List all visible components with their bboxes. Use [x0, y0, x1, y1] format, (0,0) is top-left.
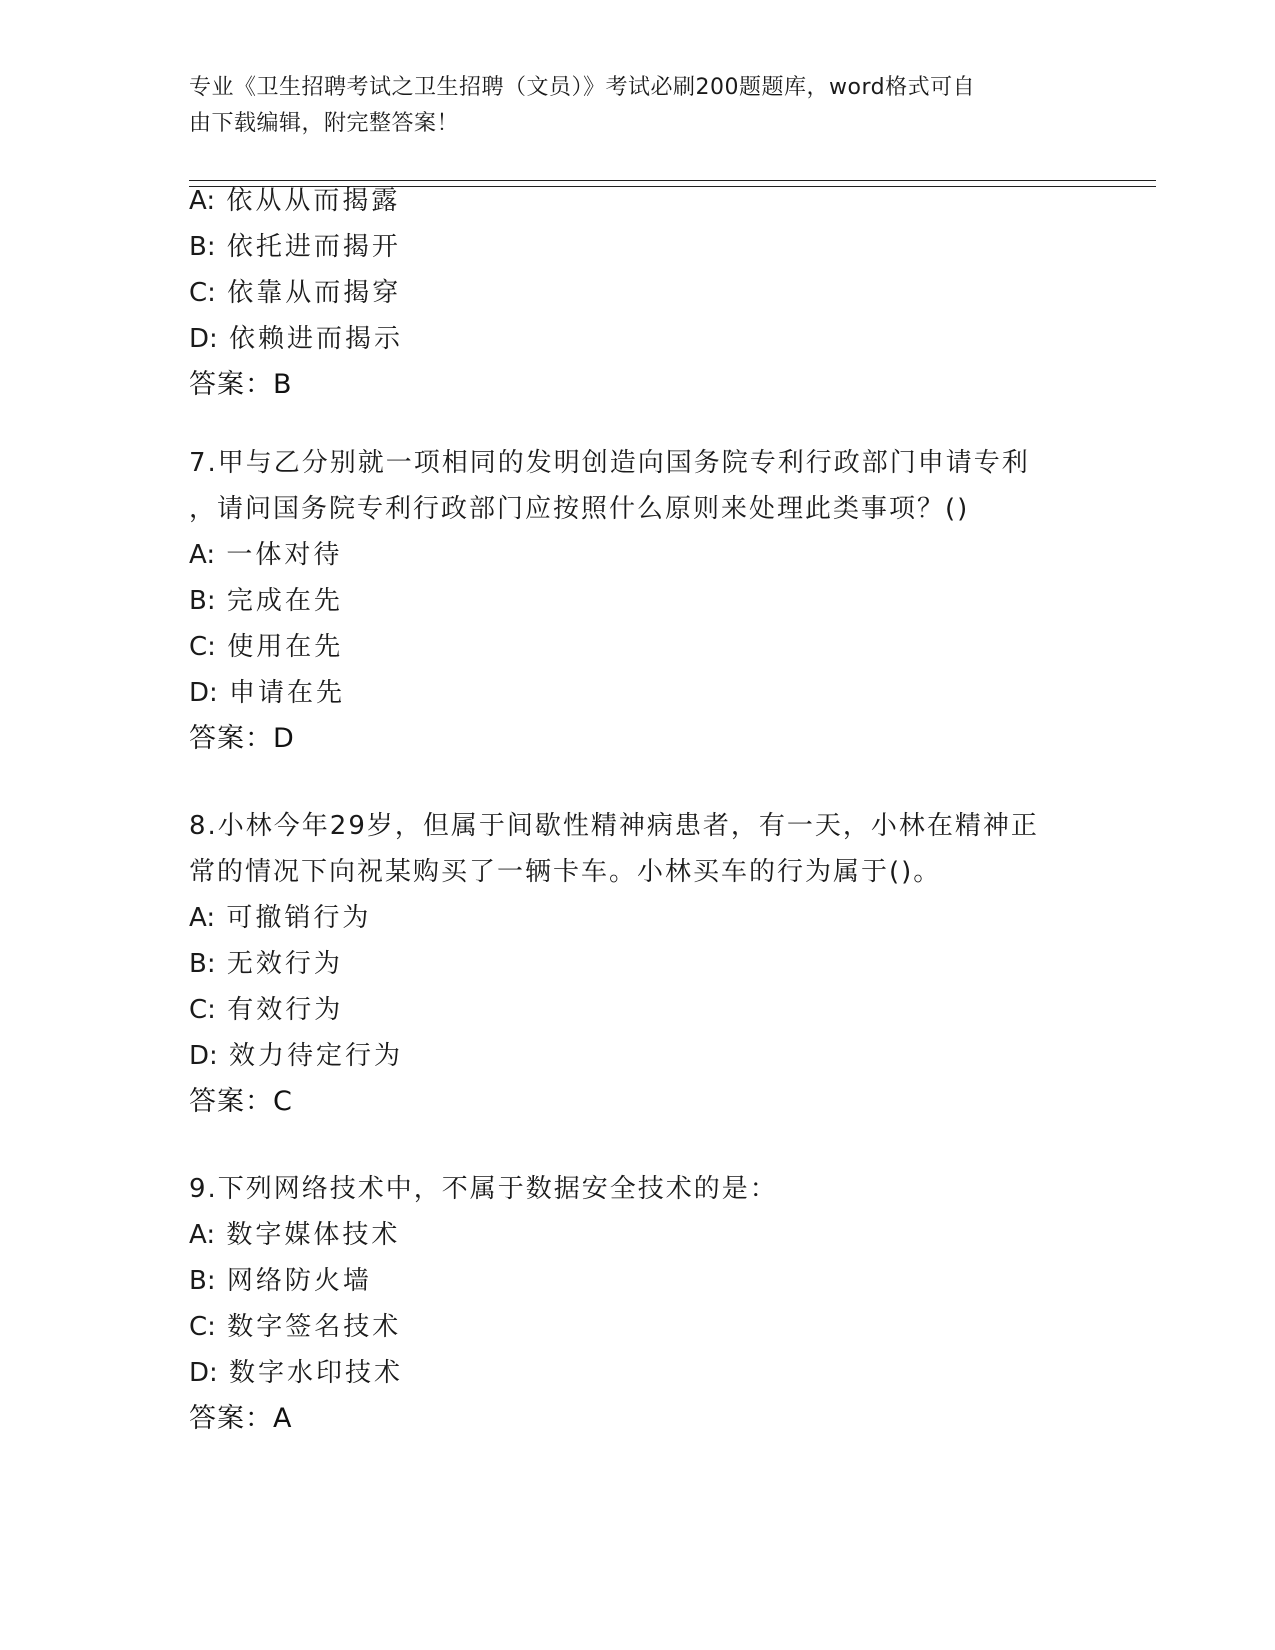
option-text: 数字媒体技术: [226, 1220, 401, 1250]
option-b: [189, 1258, 1149, 1304]
question-text-line-1: 9.下列网络技术中，不属于数据安全技术的是：: [189, 1174, 778, 1204]
option-key: B:: [189, 949, 216, 979]
option-text: 申请在先: [229, 678, 346, 708]
question-text-line-2: ，请问国务院专利行政部门应按照什么原则来处理此类事项？(): [189, 494, 970, 524]
option-text: 依赖进而揭示: [229, 324, 404, 354]
option-key: D:: [189, 678, 218, 708]
option-text: 依靠从而揭穿: [227, 278, 402, 308]
option-text: 依托进而揭开: [226, 232, 401, 262]
question-9: [189, 1166, 1149, 1442]
header-line-2: 由下载编辑，附完整答案！: [189, 111, 460, 136]
option-key: A:: [189, 540, 216, 570]
option-d: [189, 1033, 1149, 1079]
option-key: B:: [189, 1266, 216, 1296]
option-d: [189, 1350, 1149, 1396]
document-header: [189, 70, 1089, 142]
answer-line: 答案：B: [189, 369, 293, 400]
question-text-line-1: 7.甲与乙分别就一项相同的发明创造向国务院专利行政部门申请专利: [189, 448, 1030, 478]
question-7: [189, 440, 1149, 762]
option-key: D:: [189, 1358, 218, 1388]
option-text: 可撤销行为: [226, 903, 372, 933]
option-key: B:: [189, 232, 216, 262]
answer-line: 答案：A: [189, 1403, 293, 1434]
option-c: [189, 624, 1149, 670]
option-text: 数字水印技术: [229, 1358, 404, 1388]
question-6-continued: [189, 178, 1149, 408]
option-b: [189, 941, 1149, 987]
option-text: 使用在先: [227, 632, 344, 662]
option-text: 完成在先: [226, 586, 343, 616]
option-text: 有效行为: [227, 995, 344, 1025]
option-key: C:: [189, 1312, 216, 1342]
option-key: C:: [189, 278, 216, 308]
question-8: [189, 803, 1149, 1125]
option-c: [189, 270, 1149, 316]
option-key: D:: [189, 324, 218, 354]
option-d: [189, 316, 1149, 362]
option-text: 无效行为: [226, 949, 343, 979]
option-key: D:: [189, 1041, 218, 1071]
answer-line: 答案：C: [189, 1086, 293, 1117]
option-b: [189, 578, 1149, 624]
option-d: [189, 670, 1149, 716]
option-key: C:: [189, 632, 216, 662]
option-a: [189, 1212, 1149, 1258]
option-key: C:: [189, 995, 216, 1025]
header-line-1: 专业《卫生招聘考试之卫生招聘（文员）》考试必刷200题题库，word格式可自: [189, 75, 976, 100]
option-a: [189, 895, 1149, 941]
answer-line: 答案：D: [189, 723, 295, 754]
option-c: [189, 987, 1149, 1033]
option-key: A:: [189, 1220, 216, 1250]
question-text-line-2: 常的情况下向祝某购买了一辆卡车。小林买车的行为属于()。: [189, 857, 942, 887]
option-text: 依从从而揭露: [226, 186, 401, 216]
option-a: [189, 532, 1149, 578]
option-text: 一体对待: [226, 540, 343, 570]
option-key: B:: [189, 586, 216, 616]
option-text: 效力待定行为: [229, 1041, 404, 1071]
option-a: [189, 178, 1149, 224]
question-text-line-1: 8.小林今年29岁，但属于间歇性精神病患者，有一天，小林在精神正: [189, 811, 1039, 841]
option-text: 网络防火墙: [226, 1266, 372, 1296]
option-c: [189, 1304, 1149, 1350]
option-key: A:: [189, 903, 216, 933]
option-b: [189, 224, 1149, 270]
option-key: A:: [189, 186, 216, 216]
option-text: 数字签名技术: [227, 1312, 402, 1342]
